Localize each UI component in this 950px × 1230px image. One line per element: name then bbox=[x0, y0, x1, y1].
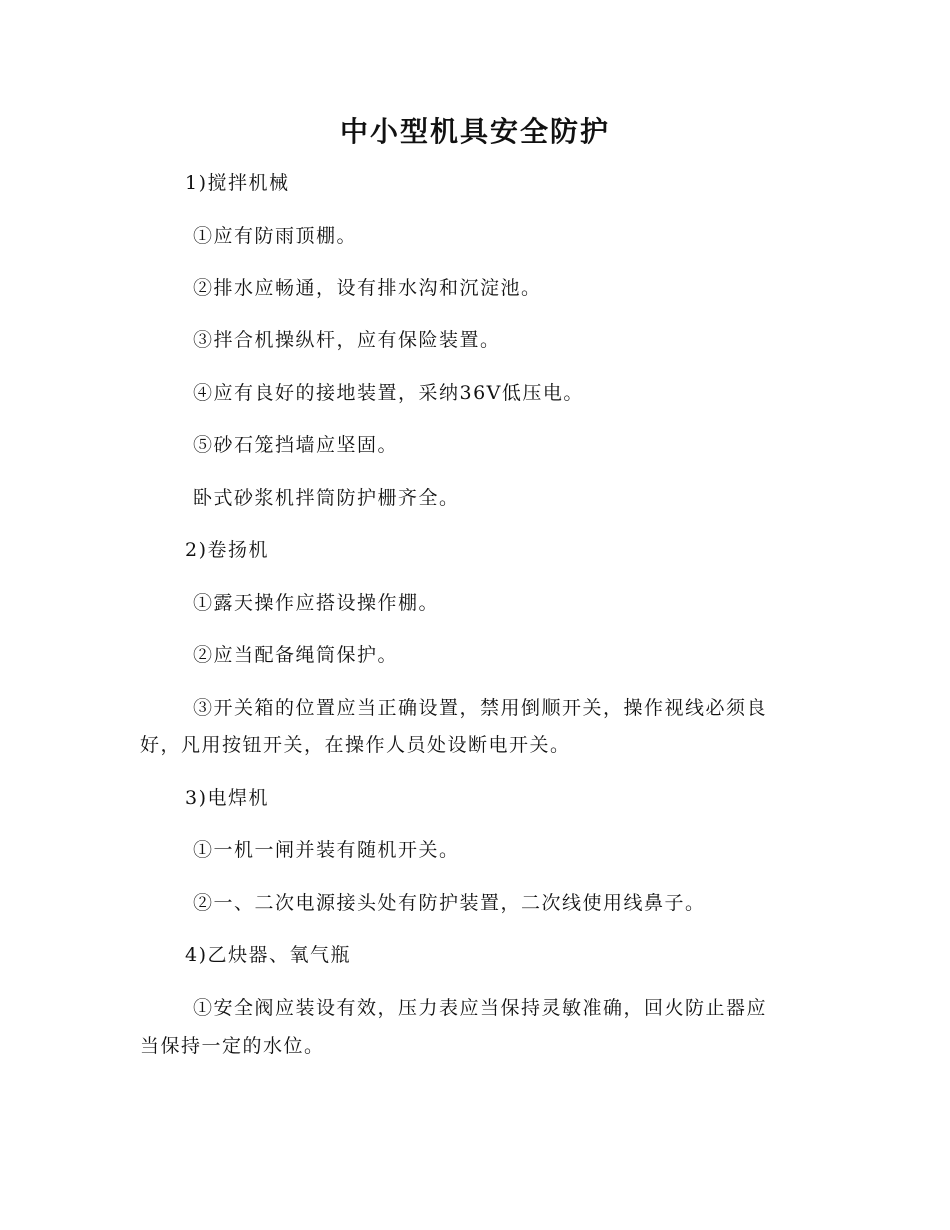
section-heading-mixer: 1)搅拌机械 bbox=[185, 172, 290, 194]
list-item: ②排水应畅通，设有排水沟和沉淀池。 bbox=[193, 277, 542, 299]
list-item: ①应有防雨顶棚。 bbox=[193, 225, 358, 247]
section-heading-gas: 4)乙炔器、氧气瓶 bbox=[185, 944, 352, 966]
list-item: ①露天操作应搭设操作棚。 bbox=[193, 592, 440, 614]
list-item: ①一机一闸并装有随机开关。 bbox=[193, 839, 460, 861]
list-item: ③开关箱的位置应当正确设置，禁用倒顺开关，操作视线必须良 bbox=[193, 697, 768, 719]
list-item: ②一、二次电源接头处有防护装置，二次线使用线鼻子。 bbox=[193, 892, 706, 914]
list-item: ①安全阀应装设有效，压力表应当保持灵敏准确，回火防止器应 bbox=[193, 997, 768, 1019]
list-item: ②应当配备绳筒保护。 bbox=[193, 644, 399, 666]
paragraph: 卧式砂浆机拌筒防护栅齐全。 bbox=[193, 487, 460, 509]
list-item: ④应有良好的接地装置，采纳36V低压电。 bbox=[193, 382, 584, 404]
section-heading-hoist: 2)卷扬机 bbox=[185, 539, 270, 561]
section-heading-welder: 3)电焊机 bbox=[185, 787, 270, 809]
list-item: ⑤砂石笼挡墙应坚固。 bbox=[193, 434, 399, 456]
list-item-continuation: 好，凡用按钮开关，在操作人员处设断电开关。 bbox=[140, 734, 571, 756]
list-item: ③拌合机操纵杆，应有保险装置。 bbox=[193, 329, 501, 351]
document-title: 中小型机具安全防护 bbox=[339, 115, 610, 148]
list-item-continuation: 当保持一定的水位。 bbox=[140, 1035, 325, 1057]
